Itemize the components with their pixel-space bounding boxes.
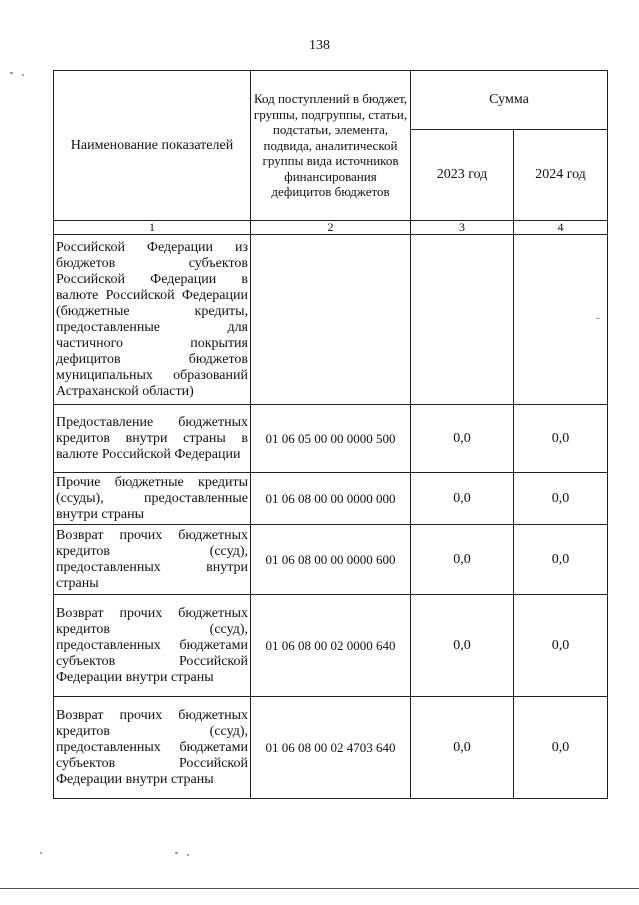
row-code: 01 06 08 00 00 0000 600 (251, 525, 411, 595)
row-value-2024: 0,0 (514, 473, 608, 525)
row-name: Прочие бюджетные кредиты (ссуды), предоставленные внутри страны (54, 473, 251, 525)
row-value-2024: 0,0 (514, 525, 608, 595)
header-year-2024: 2024 год (514, 130, 608, 221)
header-code: Код поступлений в бюджет, группы, подгруппы, статьи, подстатьи, элемента, подвида, аналитической группы вида источников финансирования дефицитов бюджетов (251, 71, 411, 221)
scan-speck (175, 852, 178, 854)
row-name: Возврат прочих бюджетных кредитов (ссуд), предоставленных внутри страны (54, 525, 251, 595)
table-row (54, 235, 608, 405)
table-row (54, 405, 608, 473)
header-year-2023: 2023 год (411, 130, 514, 221)
row-value-2023: 0,0 (411, 697, 514, 799)
row-name: Возврат прочих бюджетных кредитов (ссуд), предоставленных бюджетами субъектов Российской Федерации внутри страны (54, 595, 251, 697)
row-name: Возврат прочих бюджетных кредитов (ссуд), предоставленных бюджетами субъектов Российской Федерации внутри страны (54, 697, 251, 799)
row-value-2023: 0,0 (411, 595, 514, 697)
page-number: 138 (309, 38, 330, 53)
row-name: Предоставление бюджетных кредитов внутри страны в валюте Российской Федерации (54, 405, 251, 473)
table-row (54, 697, 608, 799)
column-number: 1 (54, 221, 251, 235)
row-code: 01 06 08 00 02 4703 640 (251, 697, 411, 799)
header-name: Наименование показателей (54, 71, 251, 221)
row-value-2023: 0,0 (411, 405, 514, 473)
row-value-2024: 0,0 (514, 697, 608, 799)
scan-speck (187, 854, 189, 856)
scan-speck (596, 318, 600, 319)
column-number: 4 (514, 221, 608, 235)
row-value-2024: 0,0 (514, 595, 608, 697)
row-code: 01 06 08 00 00 0000 000 (251, 473, 411, 525)
scan-speck (40, 852, 42, 854)
row-value-2024: 0,0 (514, 405, 608, 473)
row-name: Российской Федерации из бюджетов субъектов Российской Федерации в валюте Российской Федерации (бюджетные кредиты, предоставленные для частичного покрытия дефицитов бюджетов муниципальных образований Астраханской области) (54, 235, 251, 405)
scan-speck (10, 72, 13, 74)
row-code: 01 06 08 00 02 0000 640 (251, 595, 411, 697)
column-numbers-row (54, 221, 608, 235)
row-value-2023: 0,0 (411, 525, 514, 595)
scan-edge-line (0, 888, 639, 889)
table-row (54, 525, 608, 595)
scan-speck (22, 74, 24, 76)
row-value-2024 (514, 235, 608, 405)
column-number: 2 (251, 221, 411, 235)
row-value-2023: 0,0 (411, 473, 514, 525)
table-row (54, 595, 608, 697)
column-number: 3 (411, 221, 514, 235)
row-code (251, 235, 411, 405)
table-row (54, 473, 608, 525)
row-value-2023 (411, 235, 514, 405)
budget-sources-table (53, 70, 608, 799)
row-code: 01 06 05 00 00 0000 500 (251, 405, 411, 473)
header-sum: Сумма (411, 71, 608, 130)
